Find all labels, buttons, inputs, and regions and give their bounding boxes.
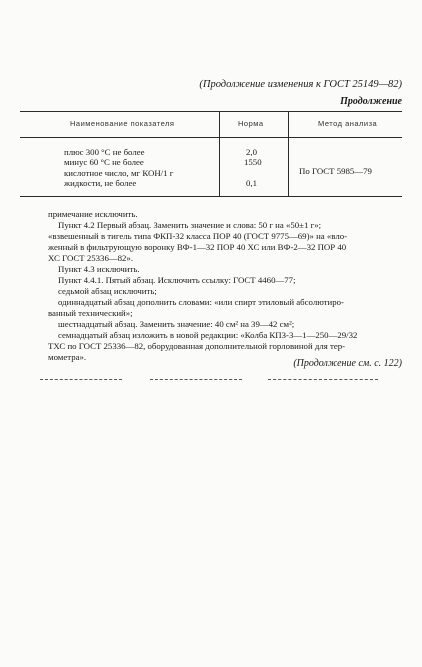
text-line: примечание исключить. — [48, 209, 138, 219]
table-row: жидкости, не более — [64, 178, 137, 188]
column-divider-2 — [288, 111, 289, 196]
text-line: ХС ГОСТ 25336—82». — [48, 253, 134, 263]
table-method-value: По ГОСТ 5985—79 — [299, 166, 372, 176]
table-row: кислотное число, мг КОН/1 г — [64, 168, 174, 178]
divider-dash — [40, 379, 122, 380]
table-value: 2,0 — [246, 147, 257, 157]
table-bottom-rule — [20, 196, 402, 197]
text-line: Пункт 4.2 Первый абзац. Заменить значение и слова: 50 г на «50±1 г»; — [58, 220, 322, 230]
table-value: 0,1 — [246, 178, 257, 188]
text-line: ТХС по ГОСТ 25336—82, оборудованная дополнительной горловиной для тер- — [48, 341, 346, 351]
text-line: ванный технический»; — [48, 308, 133, 318]
text-line: женный в фильтрующую воронку ВФ-1—32 ПОР 40 ХС или ВФ-2—32 ПОР 40 — [48, 242, 347, 252]
table-row: плюс 300 °С не более — [64, 147, 145, 157]
table-top-rule — [20, 111, 402, 112]
text-line: мометра». — [48, 352, 87, 362]
divider-dash — [268, 379, 378, 380]
text-line: одиннадцатый абзац дополнить словами: «или спирт этиловый абсолютиро- — [58, 297, 344, 307]
divider-dash — [150, 379, 242, 380]
continuation-header: (Продолжение изменения к ГОСТ 25149—82) — [199, 79, 402, 90]
header-indicator: Наименование показателя — [70, 119, 175, 128]
table-header-rule — [20, 137, 402, 138]
text-line: семнадцатый абзац изложить в новой редакции: «Колба КПЗ-3—1—250—29/32 — [58, 330, 358, 340]
text-line: седьмой абзац исключить; — [58, 286, 157, 296]
header-method: Метод анализа — [318, 119, 378, 128]
text-line: «взвешенный в тигель типа ФКП-32 класса ПОР 40 (ГОСТ 9775—69)» на «вло- — [48, 231, 348, 241]
header-norm: Норма — [238, 119, 264, 128]
text-line: Пункт 4.4.1. Пятый абзац. Исключить ссылку: ГОСТ 4460—77; — [58, 275, 296, 285]
continuation-footer: (Продолжение см. с. 122) — [293, 358, 402, 369]
column-divider-1 — [219, 111, 220, 196]
table-row: минус 60 °С не более — [64, 157, 144, 167]
text-line: Пункт 4.3 исключить. — [58, 264, 140, 274]
continuation-label: Продолжение — [340, 96, 402, 107]
table-value: 1550 — [244, 157, 262, 167]
text-line: шестнадцатый абзац. Заменить значение: 40 см² на 39—42 см²; — [58, 319, 295, 329]
